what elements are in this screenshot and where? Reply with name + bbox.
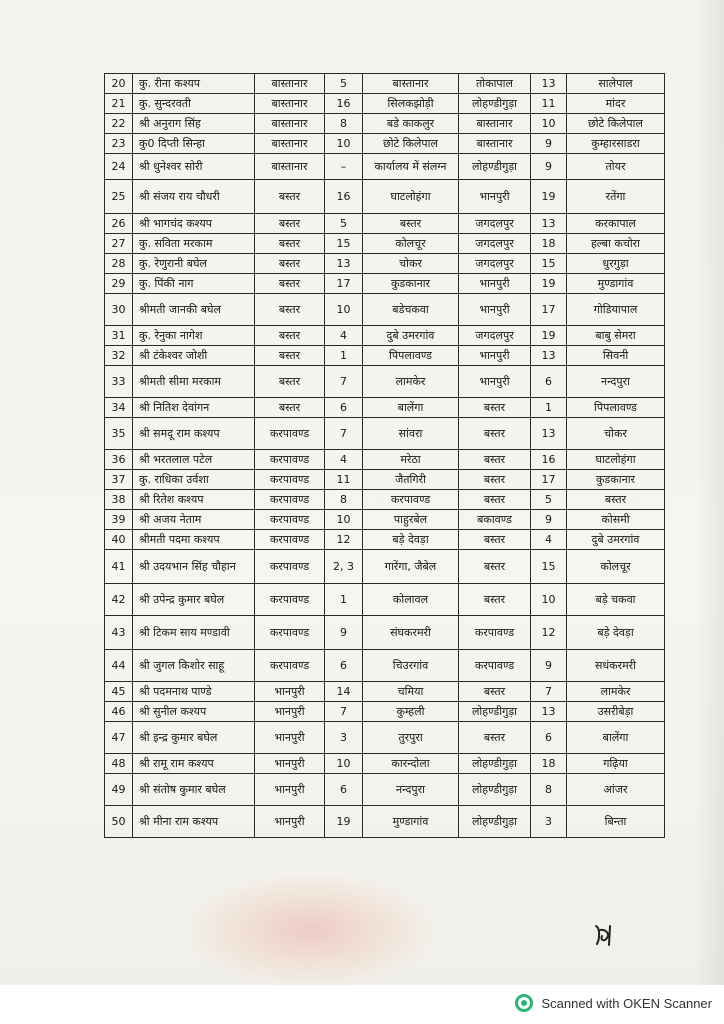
cell-tehsil: करपावण्ड	[459, 616, 531, 650]
table-row	[105, 154, 665, 180]
cell-name: श्री पदमनाथ पाण्डे	[133, 682, 255, 702]
cell-place: पाहुरबेल	[363, 510, 459, 530]
cell-block: भानपुरी	[255, 774, 325, 806]
handwritten-initial-icon	[590, 920, 618, 948]
cell-name: श्री उदयभान सिंह चौहान	[133, 550, 255, 584]
cell-name: श्री नितिश देवांगन	[133, 398, 255, 418]
cell-name: श्री संतोष कुमार बघेल	[133, 774, 255, 806]
cell-dest: धुरगुड़ा	[567, 254, 665, 274]
cell-name: कु0 दिप्ती सिन्हा	[133, 134, 255, 154]
cell-code: 4	[325, 450, 363, 470]
table-row	[105, 418, 665, 450]
cell-place: पिपलावण्ड	[363, 346, 459, 366]
cell-code2: 9	[531, 650, 567, 682]
cell-dest: बड़े चकवा	[567, 584, 665, 616]
cell-place: करपावण्ड	[363, 490, 459, 510]
cell-dest: बिन्ता	[567, 806, 665, 838]
cell-name: श्री रामू राम कश्यप	[133, 754, 255, 774]
cell-place: तुरपुरा	[363, 722, 459, 754]
cell-block: करपावण्ड	[255, 650, 325, 682]
cell-block: बस्तर	[255, 346, 325, 366]
cell-dest: गढ़िया	[567, 754, 665, 774]
cell-sr: 47	[105, 722, 133, 754]
cell-code: 13	[325, 254, 363, 274]
cell-code2: 4	[531, 530, 567, 550]
cell-code: 8	[325, 490, 363, 510]
cell-block: बस्तर	[255, 294, 325, 326]
cell-code: 2, 3	[325, 550, 363, 584]
cell-code2: 17	[531, 470, 567, 490]
table-row	[105, 550, 665, 584]
cell-tehsil: जगदलपुर	[459, 254, 531, 274]
cell-code2: 11	[531, 94, 567, 114]
cell-code: 7	[325, 418, 363, 450]
cell-sr: 22	[105, 114, 133, 134]
cell-tehsil: बस्तर	[459, 584, 531, 616]
cell-place: कुम्हली	[363, 702, 459, 722]
cell-dest: बड़े देवड़ा	[567, 616, 665, 650]
cell-tehsil: बस्तर	[459, 450, 531, 470]
cell-place: चिउरगांव	[363, 650, 459, 682]
cell-tehsil: लोहण्डीगुड़ा	[459, 806, 531, 838]
cell-place: लामकेर	[363, 366, 459, 398]
cell-block: बस्तर	[255, 254, 325, 274]
cell-name: श्री सुनील कश्यप	[133, 702, 255, 722]
cell-name: कु. रीना कश्यप	[133, 74, 255, 94]
cell-sr: 50	[105, 806, 133, 838]
cell-code2: 3	[531, 806, 567, 838]
cell-tehsil: बस्तर	[459, 550, 531, 584]
cell-sr: 23	[105, 134, 133, 154]
cell-dest: सधंकरमरी	[567, 650, 665, 682]
cell-place: घाटलोहंगा	[363, 180, 459, 214]
cell-place: चमिया	[363, 682, 459, 702]
cell-code: 19	[325, 806, 363, 838]
cell-dest: दुबे उमरगांव	[567, 530, 665, 550]
cell-sr: 20	[105, 74, 133, 94]
cell-dest: छोटे किलेपाल	[567, 114, 665, 134]
cell-code: 6	[325, 774, 363, 806]
cell-sr: 21	[105, 94, 133, 114]
cell-dest: सिवनी	[567, 346, 665, 366]
cell-name: श्री रितेश कश्यप	[133, 490, 255, 510]
cell-code: 16	[325, 180, 363, 214]
cell-code: 16	[325, 94, 363, 114]
table-row	[105, 214, 665, 234]
cell-dest: रतेंगा	[567, 180, 665, 214]
table-row	[105, 450, 665, 470]
cell-code: 7	[325, 702, 363, 722]
table-row	[105, 754, 665, 774]
cell-name: श्री जुगल किशोर साहू	[133, 650, 255, 682]
table-row	[105, 616, 665, 650]
cell-sr: 34	[105, 398, 133, 418]
cell-sr: 37	[105, 470, 133, 490]
scanner-watermark-text: Scanned with OKEN Scanner	[541, 995, 712, 1011]
cell-code2: 8	[531, 774, 567, 806]
cell-sr: 28	[105, 254, 133, 274]
cell-code2: 13	[531, 214, 567, 234]
table-row	[105, 806, 665, 838]
cell-block: करपावण्ड	[255, 418, 325, 450]
cell-code: 14	[325, 682, 363, 702]
cell-code2: 13	[531, 418, 567, 450]
cell-code2: 15	[531, 254, 567, 274]
cell-place: बस्तर	[363, 214, 459, 234]
cell-tehsil: बस्तर	[459, 530, 531, 550]
cell-name: श्री टिकम साय मण्डावी	[133, 616, 255, 650]
cell-place: कुडकानार	[363, 274, 459, 294]
cell-code2: 15	[531, 550, 567, 584]
table-row	[105, 510, 665, 530]
cell-code2: 5	[531, 490, 567, 510]
cell-sr: 32	[105, 346, 133, 366]
cell-dest: उसरीबेड़ा	[567, 702, 665, 722]
table-row	[105, 650, 665, 682]
cell-code2: 18	[531, 754, 567, 774]
table-row	[105, 490, 665, 510]
table-row	[105, 722, 665, 754]
table-row	[105, 326, 665, 346]
cell-code2: 13	[531, 74, 567, 94]
cell-tehsil: बकावण्ड	[459, 510, 531, 530]
transfer-roster-table	[104, 73, 665, 838]
cell-code: 6	[325, 398, 363, 418]
cell-block: भानपुरी	[255, 702, 325, 722]
table-row	[105, 254, 665, 274]
cell-block: बास्तानार	[255, 94, 325, 114]
cell-dest: तोयर	[567, 154, 665, 180]
cell-tehsil: भानपुरी	[459, 180, 531, 214]
cell-name: श्रीमती सीमा मरकाम	[133, 366, 255, 398]
cell-place: गारेंगा, जैबेल	[363, 550, 459, 584]
cell-dest: नन्दपुरा	[567, 366, 665, 398]
cell-block: बस्तर	[255, 274, 325, 294]
cell-place: नन्दपुरा	[363, 774, 459, 806]
cell-code: 8	[325, 114, 363, 134]
table-row	[105, 682, 665, 702]
cell-name: श्रीमती पदमा कश्यप	[133, 530, 255, 550]
cell-tehsil: भानपुरी	[459, 294, 531, 326]
cell-tehsil: जगदलपुर	[459, 214, 531, 234]
cell-tehsil: लोहण्डीगुड़ा	[459, 754, 531, 774]
cell-code: 4	[325, 326, 363, 346]
cell-name: श्री अजय नेताम	[133, 510, 255, 530]
cell-sr: 40	[105, 530, 133, 550]
cell-block: बास्तानार	[255, 114, 325, 134]
cell-code2: 1	[531, 398, 567, 418]
cell-sr: 41	[105, 550, 133, 584]
cell-block: बास्तानार	[255, 154, 325, 180]
cell-dest: बाबु सेमरा	[567, 326, 665, 346]
cell-block: करपावण्ड	[255, 450, 325, 470]
cell-code2: 10	[531, 114, 567, 134]
cell-dest: सालेपाल	[567, 74, 665, 94]
cell-code2: 18	[531, 234, 567, 254]
cell-code: 7	[325, 366, 363, 398]
cell-sr: 25	[105, 180, 133, 214]
paper-stain	[190, 875, 430, 985]
cell-tehsil: बस्तर	[459, 470, 531, 490]
table-row	[105, 774, 665, 806]
cell-sr: 42	[105, 584, 133, 616]
cell-dest: करकापाल	[567, 214, 665, 234]
cell-code2: 12	[531, 616, 567, 650]
cell-block: करपावण्ड	[255, 510, 325, 530]
cell-dest: आंजर	[567, 774, 665, 806]
cell-place: बडेचकवा	[363, 294, 459, 326]
cell-place: कारन्दोला	[363, 754, 459, 774]
cell-code: 3	[325, 722, 363, 754]
cell-dest: कुडकानार	[567, 470, 665, 490]
cell-code: 1	[325, 584, 363, 616]
cell-tehsil: लोहण्डीगुड़ा	[459, 154, 531, 180]
cell-block: करपावण्ड	[255, 584, 325, 616]
cell-name: कु. रेणुरानी बघेल	[133, 254, 255, 274]
cell-dest: कोसमी	[567, 510, 665, 530]
cell-sr: 33	[105, 366, 133, 398]
cell-place: कार्यालय में संलग्न	[363, 154, 459, 180]
cell-place: छोटे किलेपाल	[363, 134, 459, 154]
cell-dest: चोकर	[567, 418, 665, 450]
cell-dest: पिपलावण्ड	[567, 398, 665, 418]
cell-tehsil: बस्तर	[459, 682, 531, 702]
oken-scanner-logo-icon	[515, 994, 533, 1012]
cell-name: कु. रेनुका नागेश	[133, 326, 255, 346]
cell-block: भानपुरी	[255, 682, 325, 702]
cell-block: करपावण्ड	[255, 490, 325, 510]
cell-sr: 29	[105, 274, 133, 294]
cell-sr: 44	[105, 650, 133, 682]
roster-body	[105, 74, 665, 838]
cell-code: 1	[325, 346, 363, 366]
cell-code2: 6	[531, 366, 567, 398]
table-row	[105, 74, 665, 94]
cell-code2: 19	[531, 274, 567, 294]
cell-block: भानपुरी	[255, 722, 325, 754]
cell-sr: 38	[105, 490, 133, 510]
cell-code2: 9	[531, 154, 567, 180]
table-row	[105, 134, 665, 154]
cell-block: बस्तर	[255, 366, 325, 398]
cell-block: बस्तर	[255, 180, 325, 214]
table-row	[105, 530, 665, 550]
cell-code2: 9	[531, 510, 567, 530]
table-row	[105, 366, 665, 398]
cell-tehsil: बस्तर	[459, 398, 531, 418]
cell-dest: कोलचूर	[567, 550, 665, 584]
cell-tehsil: जगदलपुर	[459, 326, 531, 346]
cell-place: सांवरा	[363, 418, 459, 450]
cell-block: बास्तानार	[255, 134, 325, 154]
cell-tehsil: करपावण्ड	[459, 650, 531, 682]
cell-code: 10	[325, 134, 363, 154]
cell-dest: घाटलोहंगा	[567, 450, 665, 470]
table-row	[105, 294, 665, 326]
cell-name: श्री समदू राम कश्यप	[133, 418, 255, 450]
cell-place: मरेठा	[363, 450, 459, 470]
cell-sr: 36	[105, 450, 133, 470]
table-row	[105, 584, 665, 616]
cell-place: चोकर	[363, 254, 459, 274]
cell-place: बडे काकलुर	[363, 114, 459, 134]
cell-code2: 13	[531, 702, 567, 722]
cell-code2: 10	[531, 584, 567, 616]
cell-sr: 49	[105, 774, 133, 806]
cell-code2: 6	[531, 722, 567, 754]
cell-place: दुबे उमरगांव	[363, 326, 459, 346]
cell-dest: मुण्डागांव	[567, 274, 665, 294]
cell-dest: लामकेर	[567, 682, 665, 702]
cell-dest: गोडियापाल	[567, 294, 665, 326]
cell-code: 6	[325, 650, 363, 682]
cell-code: –	[325, 154, 363, 180]
cell-name: कु. सविता मरकाम	[133, 234, 255, 254]
cell-name: श्री धुनेश्वर सोरी	[133, 154, 255, 180]
cell-block: करपावण्ड	[255, 530, 325, 550]
cell-block: भानपुरी	[255, 754, 325, 774]
cell-name: श्री भरतलाल पटेल	[133, 450, 255, 470]
cell-code2: 7	[531, 682, 567, 702]
cell-tehsil: लोहण्डीगुड़ा	[459, 94, 531, 114]
cell-sr: 24	[105, 154, 133, 180]
cell-code: 11	[325, 470, 363, 490]
table-row	[105, 702, 665, 722]
cell-code2: 16	[531, 450, 567, 470]
cell-tehsil: भानपुरी	[459, 274, 531, 294]
cell-code: 5	[325, 214, 363, 234]
cell-code2: 17	[531, 294, 567, 326]
cell-code: 17	[325, 274, 363, 294]
cell-tehsil: जगदलपुर	[459, 234, 531, 254]
cell-code2: 19	[531, 180, 567, 214]
cell-block: करपावण्ड	[255, 616, 325, 650]
cell-block: बस्तर	[255, 234, 325, 254]
cell-name: श्री टंकेश्वर जोशी	[133, 346, 255, 366]
cell-name: श्री उपेन्द्र कुमार बघेल	[133, 584, 255, 616]
cell-tehsil: बस्तर	[459, 490, 531, 510]
cell-code2: 13	[531, 346, 567, 366]
cell-name: श्री इन्द्र कुमार बघेल	[133, 722, 255, 754]
cell-block: बस्तर	[255, 398, 325, 418]
cell-code2: 19	[531, 326, 567, 346]
cell-sr: 27	[105, 234, 133, 254]
cell-dest: बस्तर	[567, 490, 665, 510]
cell-tehsil: तोकापाल	[459, 74, 531, 94]
cell-name: कु. सुन्दरवती	[133, 94, 255, 114]
table-row	[105, 234, 665, 254]
cell-sr: 26	[105, 214, 133, 234]
cell-name: श्री संजय राय चौधरी	[133, 180, 255, 214]
cell-name: कु. पिंकी नाग	[133, 274, 255, 294]
cell-tehsil: बास्तानार	[459, 134, 531, 154]
scanner-watermark	[515, 992, 712, 1014]
cell-place: बड़े देवड़ा	[363, 530, 459, 550]
cell-name: श्रीमती जानकी बघेल	[133, 294, 255, 326]
cell-block: बस्तर	[255, 214, 325, 234]
cell-dest: हल्बा कचोरा	[567, 234, 665, 254]
cell-name: श्री मीना राम कश्यप	[133, 806, 255, 838]
cell-place: संघकरमरी	[363, 616, 459, 650]
cell-sr: 35	[105, 418, 133, 450]
cell-code: 5	[325, 74, 363, 94]
cell-tehsil: बास्तानार	[459, 114, 531, 134]
cell-block: बस्तर	[255, 326, 325, 346]
cell-code: 10	[325, 510, 363, 530]
cell-sr: 45	[105, 682, 133, 702]
cell-dest: बालेंगा	[567, 722, 665, 754]
cell-tehsil: बस्तर	[459, 418, 531, 450]
cell-dest: कुम्हारसाडरा	[567, 134, 665, 154]
cell-code2: 9	[531, 134, 567, 154]
cell-place: बास्तानार	[363, 74, 459, 94]
cell-tehsil: लोहण्डीगुड़ा	[459, 702, 531, 722]
cell-place: कोलचूर	[363, 234, 459, 254]
table-row	[105, 114, 665, 134]
cell-tehsil: भानपुरी	[459, 366, 531, 398]
cell-place: कोलावल	[363, 584, 459, 616]
page-edge-shadow	[694, 0, 724, 985]
cell-dest: मांदर	[567, 94, 665, 114]
cell-code: 12	[325, 530, 363, 550]
cell-code: 10	[325, 294, 363, 326]
cell-code: 10	[325, 754, 363, 774]
table-row	[105, 274, 665, 294]
cell-sr: 30	[105, 294, 133, 326]
table-row	[105, 94, 665, 114]
cell-place: सिलकझोड़ी	[363, 94, 459, 114]
cell-place: मुण्डागांव	[363, 806, 459, 838]
table-row	[105, 398, 665, 418]
cell-place: जैतगिरी	[363, 470, 459, 490]
cell-tehsil: भानपुरी	[459, 346, 531, 366]
cell-code: 9	[325, 616, 363, 650]
cell-place: बालेंगा	[363, 398, 459, 418]
cell-block: करपावण्ड	[255, 470, 325, 490]
table-row	[105, 346, 665, 366]
cell-sr: 46	[105, 702, 133, 722]
cell-tehsil: बस्तर	[459, 722, 531, 754]
cell-tehsil: लोहण्डीगुड़ा	[459, 774, 531, 806]
cell-block: बास्तानार	[255, 74, 325, 94]
cell-sr: 39	[105, 510, 133, 530]
table-row	[105, 470, 665, 490]
cell-name: श्री अनुराग सिंह	[133, 114, 255, 134]
cell-name: कु. राधिका उर्वशा	[133, 470, 255, 490]
cell-name: श्री भागचंद कश्यप	[133, 214, 255, 234]
cell-sr: 48	[105, 754, 133, 774]
cell-sr: 31	[105, 326, 133, 346]
cell-sr: 43	[105, 616, 133, 650]
table-row	[105, 180, 665, 214]
cell-block: करपावण्ड	[255, 550, 325, 584]
cell-code: 15	[325, 234, 363, 254]
cell-block: भानपुरी	[255, 806, 325, 838]
